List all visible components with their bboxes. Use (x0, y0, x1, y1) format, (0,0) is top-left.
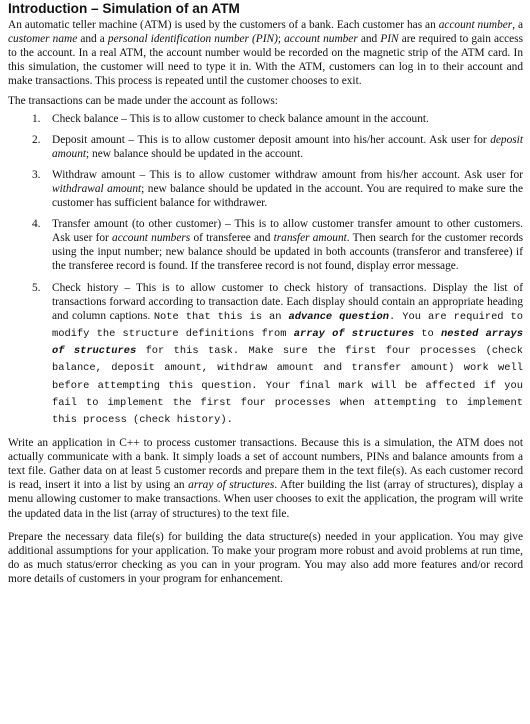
list-item-withdraw-amount (8, 168, 523, 210)
text-run: account numbers (112, 232, 191, 245)
text-run: customer name (8, 33, 78, 46)
transactions-lead: The transactions can be made under the account as follows: (8, 95, 278, 108)
text-run: An automatic teller machine (ATM) is used by the customers of a bank. Each customer has an (8, 19, 439, 31)
text-run: account number (438, 19, 513, 31)
text-run: and a (77, 33, 108, 46)
list-number: 1. (32, 112, 41, 125)
text-run: account number (284, 33, 358, 46)
text-run: Withdraw amount – This is to allow customer withdraw amount from his/her account. Ask user for (52, 168, 523, 181)
text-run: Prepare the necessary data file(s) for building the data structure(s) needed in your application. You may give additional assumptions for your application. To make your program more robust and avoid problems at run time, do as much status/error checking as you can in your program. You may also add more features and/or record more details of customers in your program for enhancement. (8, 530, 523, 585)
text-run: Check balance – This is to allow customer to check balance amount in the account. (52, 112, 429, 125)
application-paragraph (8, 436, 523, 521)
list-number: 5. (32, 281, 41, 294)
list-item-text (52, 113, 429, 125)
text-run: ; (277, 33, 285, 46)
text-run: personal identification number (PIN) (107, 33, 278, 46)
text-run: nested arrays of structures (52, 327, 523, 358)
text-run: ; new balance should be updated in the account. You are required to make sure the customer has sufficient balance for withdrawer. (52, 182, 523, 210)
text-run: for this task. Make sure the first four processes (check balance, deposit amount, withdraw amount and transfer amount) work well before attempting this question. Your final mark will be affected if you fail to implement the first four processes when attempting to implement this process (check history). (52, 345, 523, 426)
list-item-text (52, 218, 523, 272)
data-file-paragraph (8, 530, 523, 586)
text-run: ; new balance should be updated in the account. (86, 147, 304, 160)
page-title: Introduction – Simulation of an ATM (8, 1, 240, 16)
text-run: Write an application in C++ to process customer transactions. Because this is a simulation, the ATM does not actually communicate with a bank. It simply loads a set of account numbers, PINs and balance amounts from a text file. Gather data on at least 5 customer records and prepare them in the text file(s). As each customer record is read, insert it into a list by using an (8, 437, 523, 492)
text-run: Note that this is an (153, 310, 289, 323)
text-run: , a (512, 19, 523, 31)
text-run: . Then search for the customer records using the input number; new balance should be updated in both accounts (transferor and transferee) if the transferee record is found. If the transferee record is not found, display error message. (52, 232, 523, 273)
list-item-text (52, 134, 523, 160)
list-item-transfer-amount (8, 217, 523, 273)
list-item-text (52, 169, 523, 209)
list-number: 4. (32, 218, 41, 231)
list-number: 2. (32, 133, 41, 146)
text-run: advance question (288, 310, 390, 323)
text-run: array of structures (293, 327, 415, 340)
text-run: of transferee and (190, 232, 274, 245)
list-item-check-history (8, 281, 523, 430)
text-run: Transfer amount (to other customer) – This is to allow customer transfer amount to other customers. Ask user for (52, 218, 523, 245)
text-run: and (357, 33, 381, 46)
text-run: Deposit amount – This is to allow customer deposit amount into his/her account. Ask user for (52, 133, 491, 146)
text-run: PIN (380, 33, 399, 46)
list-item-text (52, 282, 523, 425)
transaction-list (8, 112, 523, 430)
list-item-check-balance (8, 112, 523, 126)
text-run: array of structures (188, 479, 275, 492)
text-run: deposit amount (52, 133, 523, 160)
text-run: withdrawal amount (52, 182, 142, 195)
text-run: are required to gain access to the account. In a real ATM, the account number would be recorded on the magnetic strip of the ATM card. In this simulation, the customer will need to type it in. With the ATM, customers can log in to their account and make transactions. This process is repeated until the customer chooses to exit. (8, 33, 523, 88)
list-number: 3. (32, 168, 41, 181)
list-item-deposit-amount (8, 133, 523, 161)
text-run: transfer amount (273, 232, 347, 245)
text-run: Check history – This is to allow customer to check history of transactions. Display the list of transactions forward according to transaction date. Each display should contain an appropriate heading and column captions. (52, 281, 523, 322)
intro-paragraph (8, 18, 523, 88)
text-run: to (414, 327, 441, 340)
text-run: . You are required to modify the structure definitions from (52, 310, 523, 340)
text-run: . After building the list (array of structures), display a menu allowing customer to make transactions. When user chooses to exit the application, the program will write the updated data in the list (array of structures) to the text file. (8, 479, 523, 520)
